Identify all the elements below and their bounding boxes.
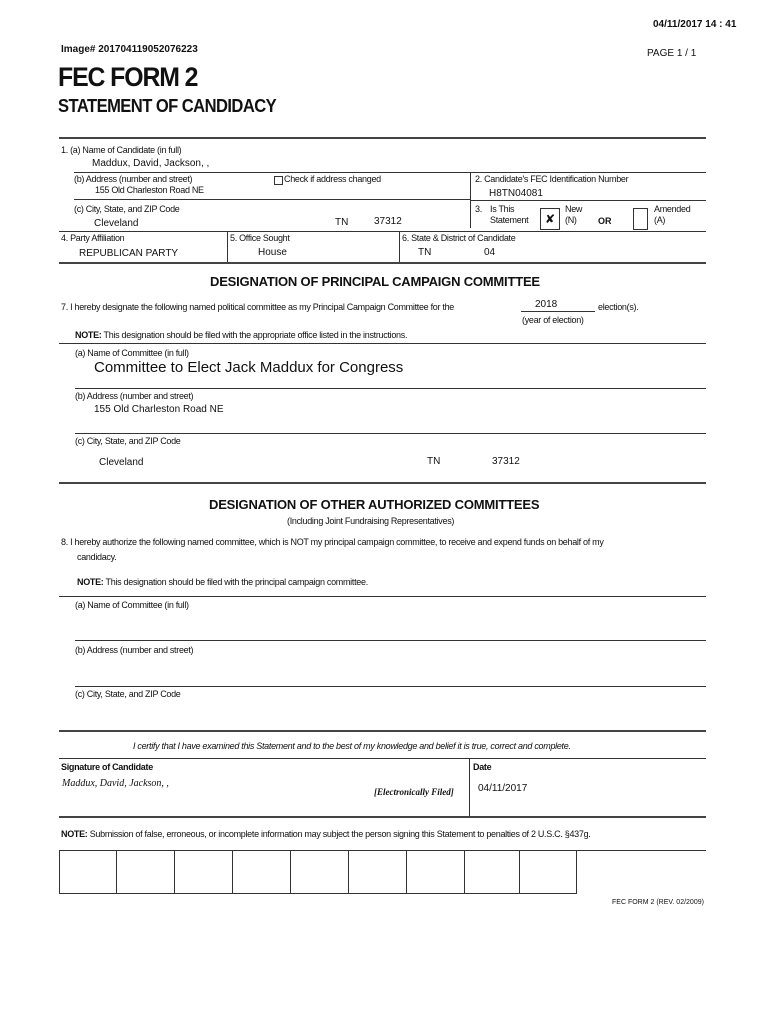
form-title: FEC FORM 2 [58, 62, 198, 92]
section-rule [59, 730, 706, 732]
divider [59, 231, 706, 232]
committee-state: TN [427, 456, 441, 467]
committee-zip: 37312 [492, 456, 520, 467]
office-use-cell [290, 850, 349, 894]
divider [521, 311, 595, 312]
committee-city: Cleveland [99, 457, 144, 468]
amended-code: (A) [654, 215, 666, 225]
fec-id-label: 2. Candidate's FEC Identification Number [475, 174, 629, 184]
candidate-address: 155 Old Charleston Road NE [95, 185, 204, 195]
new-statement-checkbox[interactable] [540, 208, 560, 230]
divider [75, 433, 706, 434]
penalty-note: NOTE: Submission of false, erroneous, or incomplete information may subject the person signing this Statement to penalties of 2 U.S.C. §437g. [61, 829, 591, 839]
divider [227, 231, 228, 262]
principal-note: NOTE: This designation should be filed with the appropriate office listed in the instructions. [75, 330, 408, 340]
fec-id: H8TN04081 [489, 188, 543, 199]
committee-address-label: (b) Address (number and street) [75, 391, 194, 401]
election-year: 2018 [535, 299, 558, 310]
signature-date: 04/11/2017 [478, 783, 528, 794]
date-label: Date [473, 762, 492, 772]
other-committees-subheading: (Including Joint Fundraising Representatives) [287, 516, 455, 526]
divider [75, 686, 706, 687]
address-changed-checkbox[interactable] [274, 176, 283, 185]
page-number: PAGE 1 / 1 [647, 48, 697, 59]
divider [74, 199, 470, 200]
divider [399, 231, 400, 262]
office-value: House [258, 247, 287, 258]
divider [74, 172, 706, 173]
signature-label: Signature of Candidate [61, 762, 153, 772]
divider [59, 758, 706, 759]
other-address-label: (b) Address (number and street) [75, 645, 194, 655]
divider [75, 640, 706, 641]
candidate-city: Cleveland [94, 218, 139, 229]
office-use-cell [116, 850, 175, 894]
item8-text-line2: candidacy. [77, 552, 117, 562]
statement-title: STATEMENT OF CANDIDACY [58, 96, 277, 116]
principal-committee-heading: DESIGNATION OF PRINCIPAL CAMPAIGN COMMITTEE [210, 274, 540, 289]
amended-label: Amended [654, 204, 691, 214]
other-name-label: (a) Name of Committee (in full) [75, 600, 189, 610]
district-number: 04 [484, 247, 496, 258]
candidate-state: TN [335, 217, 349, 228]
district-state: TN [418, 247, 432, 258]
electronically-filed-stamp: [Electronically Filed] [374, 787, 454, 797]
divider [59, 343, 706, 344]
committee-address: 155 Old Charleston Road NE [94, 404, 224, 415]
office-use-cell [464, 850, 520, 894]
office-use-cell [174, 850, 233, 894]
office-use-cell [59, 850, 117, 894]
candidate-address-label: (b) Address (number and street) [74, 174, 193, 184]
filing-datetime: 04/11/2017 14 : 41 [653, 19, 737, 30]
form-revision: FEC FORM 2 (REV. 02/2009) [612, 899, 704, 906]
divider [576, 850, 706, 851]
certification-statement: I certify that I have examined this Statement and to the best of my knowledge and belief it is true, correct and complete. [133, 741, 571, 751]
candidate-name: Maddux, David, Jackson, , [92, 158, 210, 169]
or-label: OR [598, 216, 612, 226]
committee-name: Committee to Elect Jack Maddux for Congress [94, 359, 404, 376]
section-rule [59, 482, 706, 484]
office-label: 5. Office Sought [230, 233, 290, 243]
committee-name-label: (a) Name of Committee (in full) [75, 348, 189, 358]
divider [59, 596, 706, 597]
statement-q-line2: Statement [490, 215, 529, 225]
divider [75, 388, 706, 389]
year-of-election-label: (year of election) [522, 315, 584, 325]
party-label: 4. Party Affiliation [61, 233, 125, 243]
statement-q-line1: Is This [490, 204, 515, 214]
candidate-name-label: 1. (a) Name of Candidate (in full) [61, 145, 182, 155]
office-use-cell [348, 850, 407, 894]
divider [470, 200, 706, 201]
other-committees-heading: DESIGNATION OF OTHER AUTHORIZED COMMITTEES [209, 497, 540, 512]
other-note: NOTE: This designation should be filed with the principal campaign committee. [77, 577, 368, 587]
new-code: (N) [565, 215, 577, 225]
item7-text: 7. I hereby designate the following named political committee as my Principal Campaign Committee for the [61, 302, 455, 312]
office-use-cell [232, 850, 291, 894]
other-city-label: (c) City, State, and ZIP Code [75, 689, 181, 699]
office-use-cell [519, 850, 577, 894]
election-suffix: election(s). [598, 302, 639, 312]
address-changed-label: Check if address changed [284, 174, 381, 184]
new-label: New [565, 204, 583, 214]
section-rule [59, 262, 706, 264]
item8-text-line1: 8. I hereby authorize the following named committee, which is NOT my principal campaign committee, to receive and expend funds on behalf of my [61, 537, 604, 547]
divider [469, 758, 470, 816]
district-label: 6. State & District of Candidate [402, 233, 516, 243]
image-id: Image# 201704119052076223 [61, 44, 198, 55]
section-rule [59, 816, 706, 818]
candidate-city-label: (c) City, State, and ZIP Code [74, 204, 180, 214]
party-value: REPUBLICAN PARTY [79, 248, 179, 259]
office-use-cell [406, 850, 465, 894]
candidate-signature: Maddux, David, Jackson, , [62, 778, 169, 789]
committee-city-label: (c) City, State, and ZIP Code [75, 436, 181, 446]
statement-q-num: 3. [475, 204, 482, 214]
section-rule-top [59, 137, 706, 139]
amended-statement-checkbox[interactable] [633, 208, 648, 230]
checked-x-icon: ✘ [544, 212, 556, 226]
candidate-zip: 37312 [374, 216, 402, 227]
